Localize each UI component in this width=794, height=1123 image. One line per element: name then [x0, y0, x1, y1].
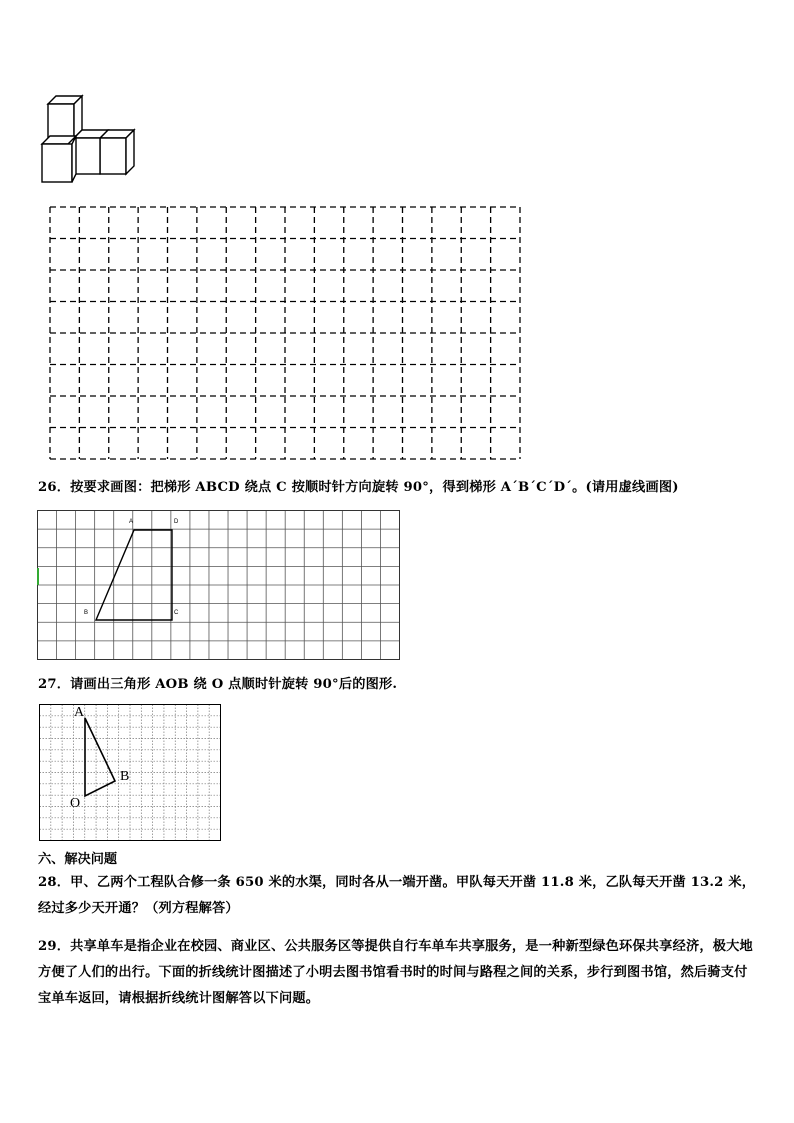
q26-label-d: D [174, 519, 179, 525]
triangle-aob [85, 718, 115, 796]
trapezoid-abcd [96, 530, 172, 620]
question-27-text: 27．请画出三角形 AOB 绕 O 点顺时针旋转 90°后的图形. [38, 677, 398, 692]
q27-triangle-grid [39, 704, 222, 842]
question-29-text: 29．共享单车是指企业在校园、商业区、公共服务区等提供自行车单车共享服务，是一种新型绿色环保共享经济，极大地方便了人们的出行。下面的折线统计图描述了小明去图书馆看书时的时间与路程之间的关系，步行到图书馆，然后骑支付宝单车返回，请根据折线统计图解答以下问题。 [38, 939, 753, 1006]
q27-label-a: A [74, 705, 85, 720]
dashed-drawing-grid [48, 205, 522, 461]
q26-label-c: C [174, 610, 179, 616]
q26-label-a: A [129, 519, 134, 525]
q27-label-o: O [70, 796, 81, 811]
section-6-title: 六、解决问题 [38, 852, 118, 867]
q26-trapezoid-grid [37, 510, 401, 661]
q26-label-b: B [84, 610, 89, 616]
question-26-text: 26．按要求画图：把梯形 ABCD 绕点 C 按顺时针方向旋转 90°，得到梯形 A´B´C´D´。(请用虚线画图) [38, 480, 679, 495]
q27-label-b: B [120, 769, 130, 784]
question-28-text: 28．甲、乙两个工程队合修一条 650 米的水渠，同时各从一端开凿。甲队每天开凿 11.8 米，乙队每天开凿 13.2 米，经过多少天开通？（列方程解答） [38, 875, 756, 916]
cube-figure [36, 92, 140, 188]
